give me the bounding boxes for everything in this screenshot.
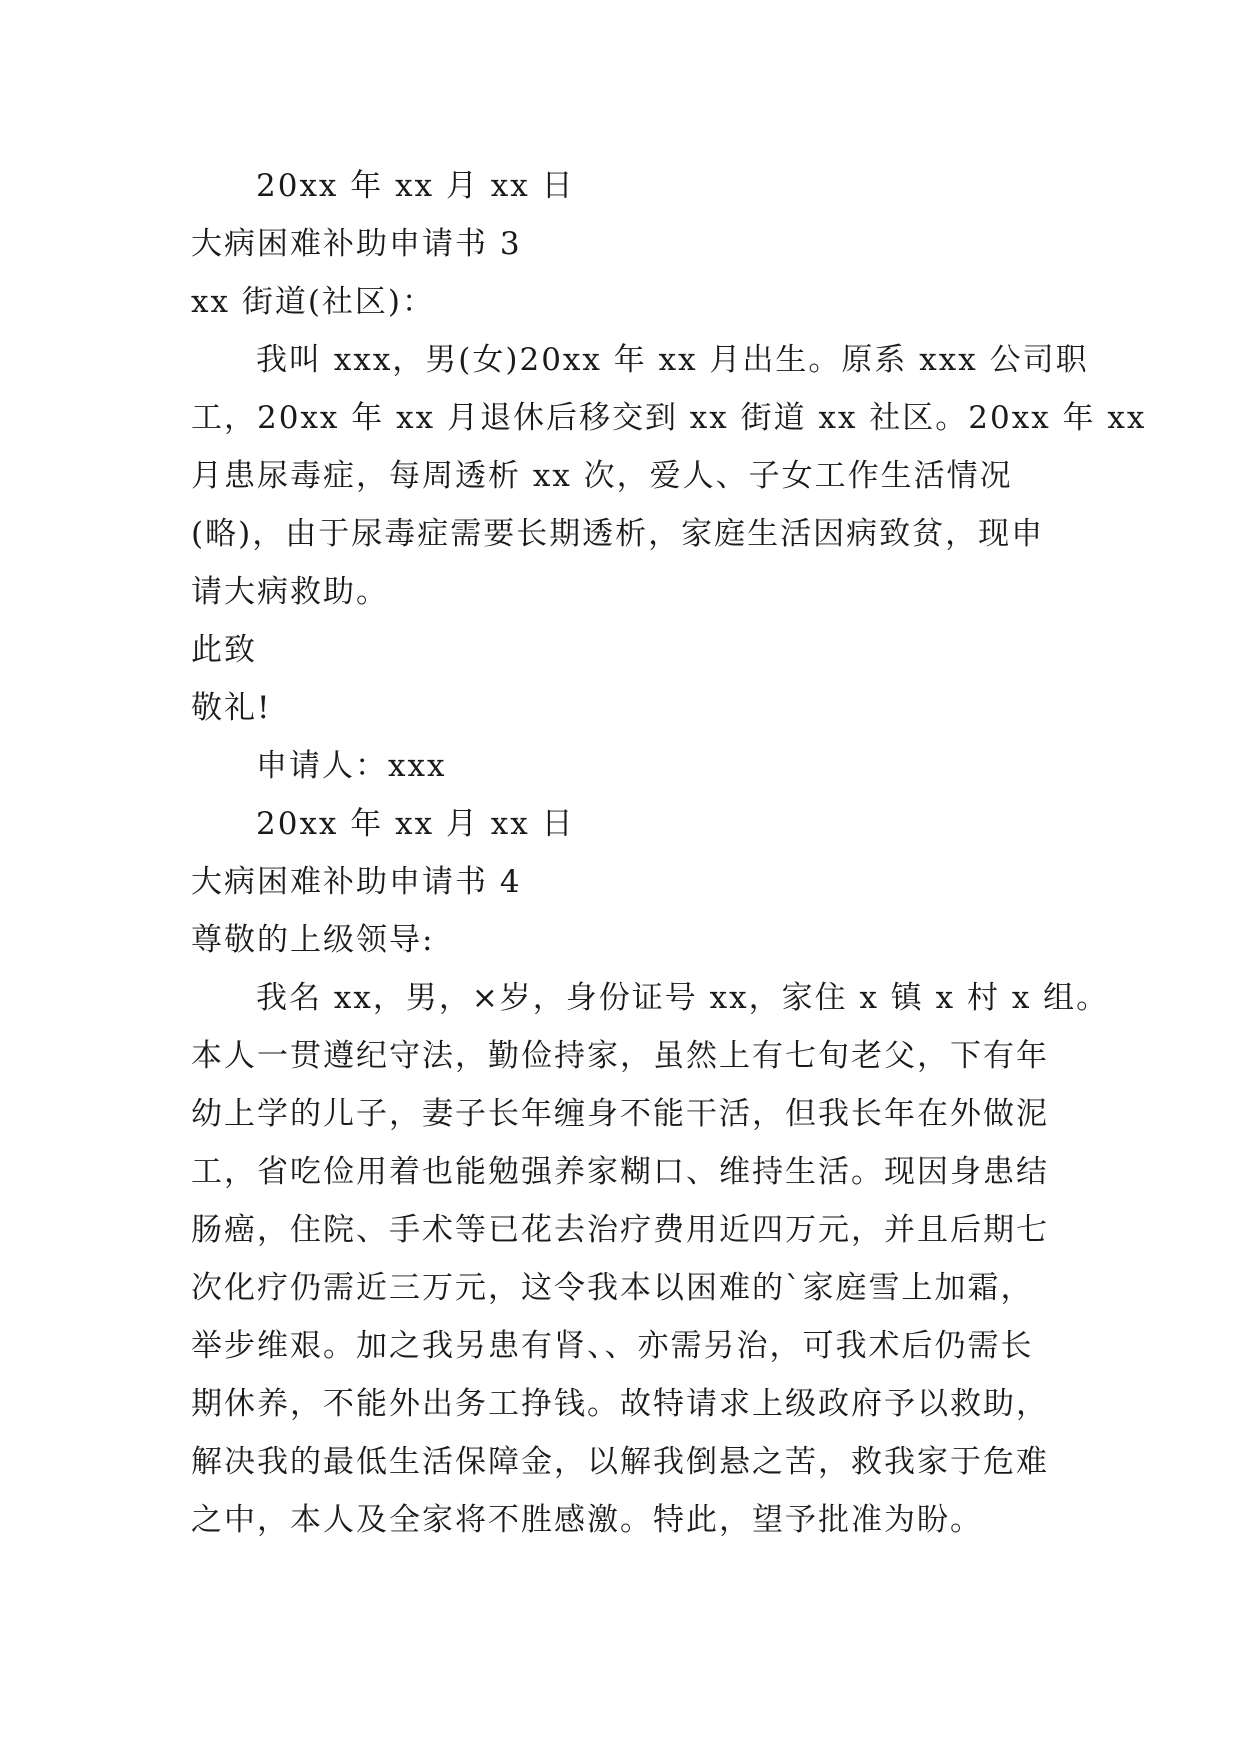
- body-paragraph-line: 之中，本人及全家将不胜感激。特此，望予批准为盼。: [191, 1502, 983, 1538]
- body-paragraph-line: 工，20xx 年 xx 月退休后移交到 xx 街道 xx 社区。20xx 年 xx: [191, 400, 1147, 436]
- applicant-line: 申请人：xxx: [256, 748, 447, 784]
- date-line: 20xx 年 xx 月 xx 日: [256, 168, 575, 204]
- body-paragraph-line: 次化疗仍需近三万元，这令我本以困难的`家庭雪上加霜，: [191, 1270, 1034, 1306]
- body-paragraph-line: 幼上学的儿子，妻子长年缠身不能干活，但我长年在外做泥: [191, 1096, 1049, 1132]
- body-paragraph-line: 举步维艰。加之我另患有肾、、亦需另治，可我术后仍需长: [191, 1328, 1034, 1364]
- body-paragraph-line: 我叫 xxx，男(女)20xx 年 xx 月出生。原系 xxx 公司职: [256, 342, 1089, 378]
- date-line: 20xx 年 xx 月 xx 日: [256, 806, 575, 842]
- body-paragraph-line: 本人一贯遵纪守法，勤俭持家，虽然上有七旬老父，下有年: [191, 1038, 1049, 1074]
- section-title: 大病困难补助申请书 4: [191, 864, 522, 900]
- body-paragraph-line: (略)，由于尿毒症需要长期透析，家庭生活因病致贫，现申: [191, 516, 1045, 552]
- body-paragraph-line: 解决我的最低生活保障金，以解我倒悬之苦，救我家于危难: [191, 1444, 1049, 1480]
- section-title: 大病困难补助申请书 3: [191, 226, 522, 262]
- body-paragraph-line: 我名 xx，男，×岁，身份证号 xx，家住 x 镇 x 村 x 组。: [256, 980, 1110, 1016]
- closing-line: 敬礼!: [191, 690, 272, 726]
- salutation: 尊敬的上级领导:: [191, 922, 435, 958]
- body-paragraph-line: 肠癌，住院、手术等已花去治疗费用近四万元，并且后期七: [191, 1212, 1049, 1248]
- salutation: xx 街道(社区)：: [191, 284, 436, 320]
- body-paragraph-line: 期休养，不能外出务工挣钱。故特请求上级政府予以救助，: [191, 1386, 1049, 1422]
- body-paragraph-line: 请大病救助。: [191, 574, 389, 610]
- closing-line: 此致: [191, 632, 257, 668]
- body-paragraph-line: 工，省吃俭用着也能勉强养家糊口、维持生活。现因身患结: [191, 1154, 1049, 1190]
- body-paragraph-line: 月患尿毒症，每周透析 xx 次，爱人、子女工作生活情况: [191, 458, 1013, 494]
